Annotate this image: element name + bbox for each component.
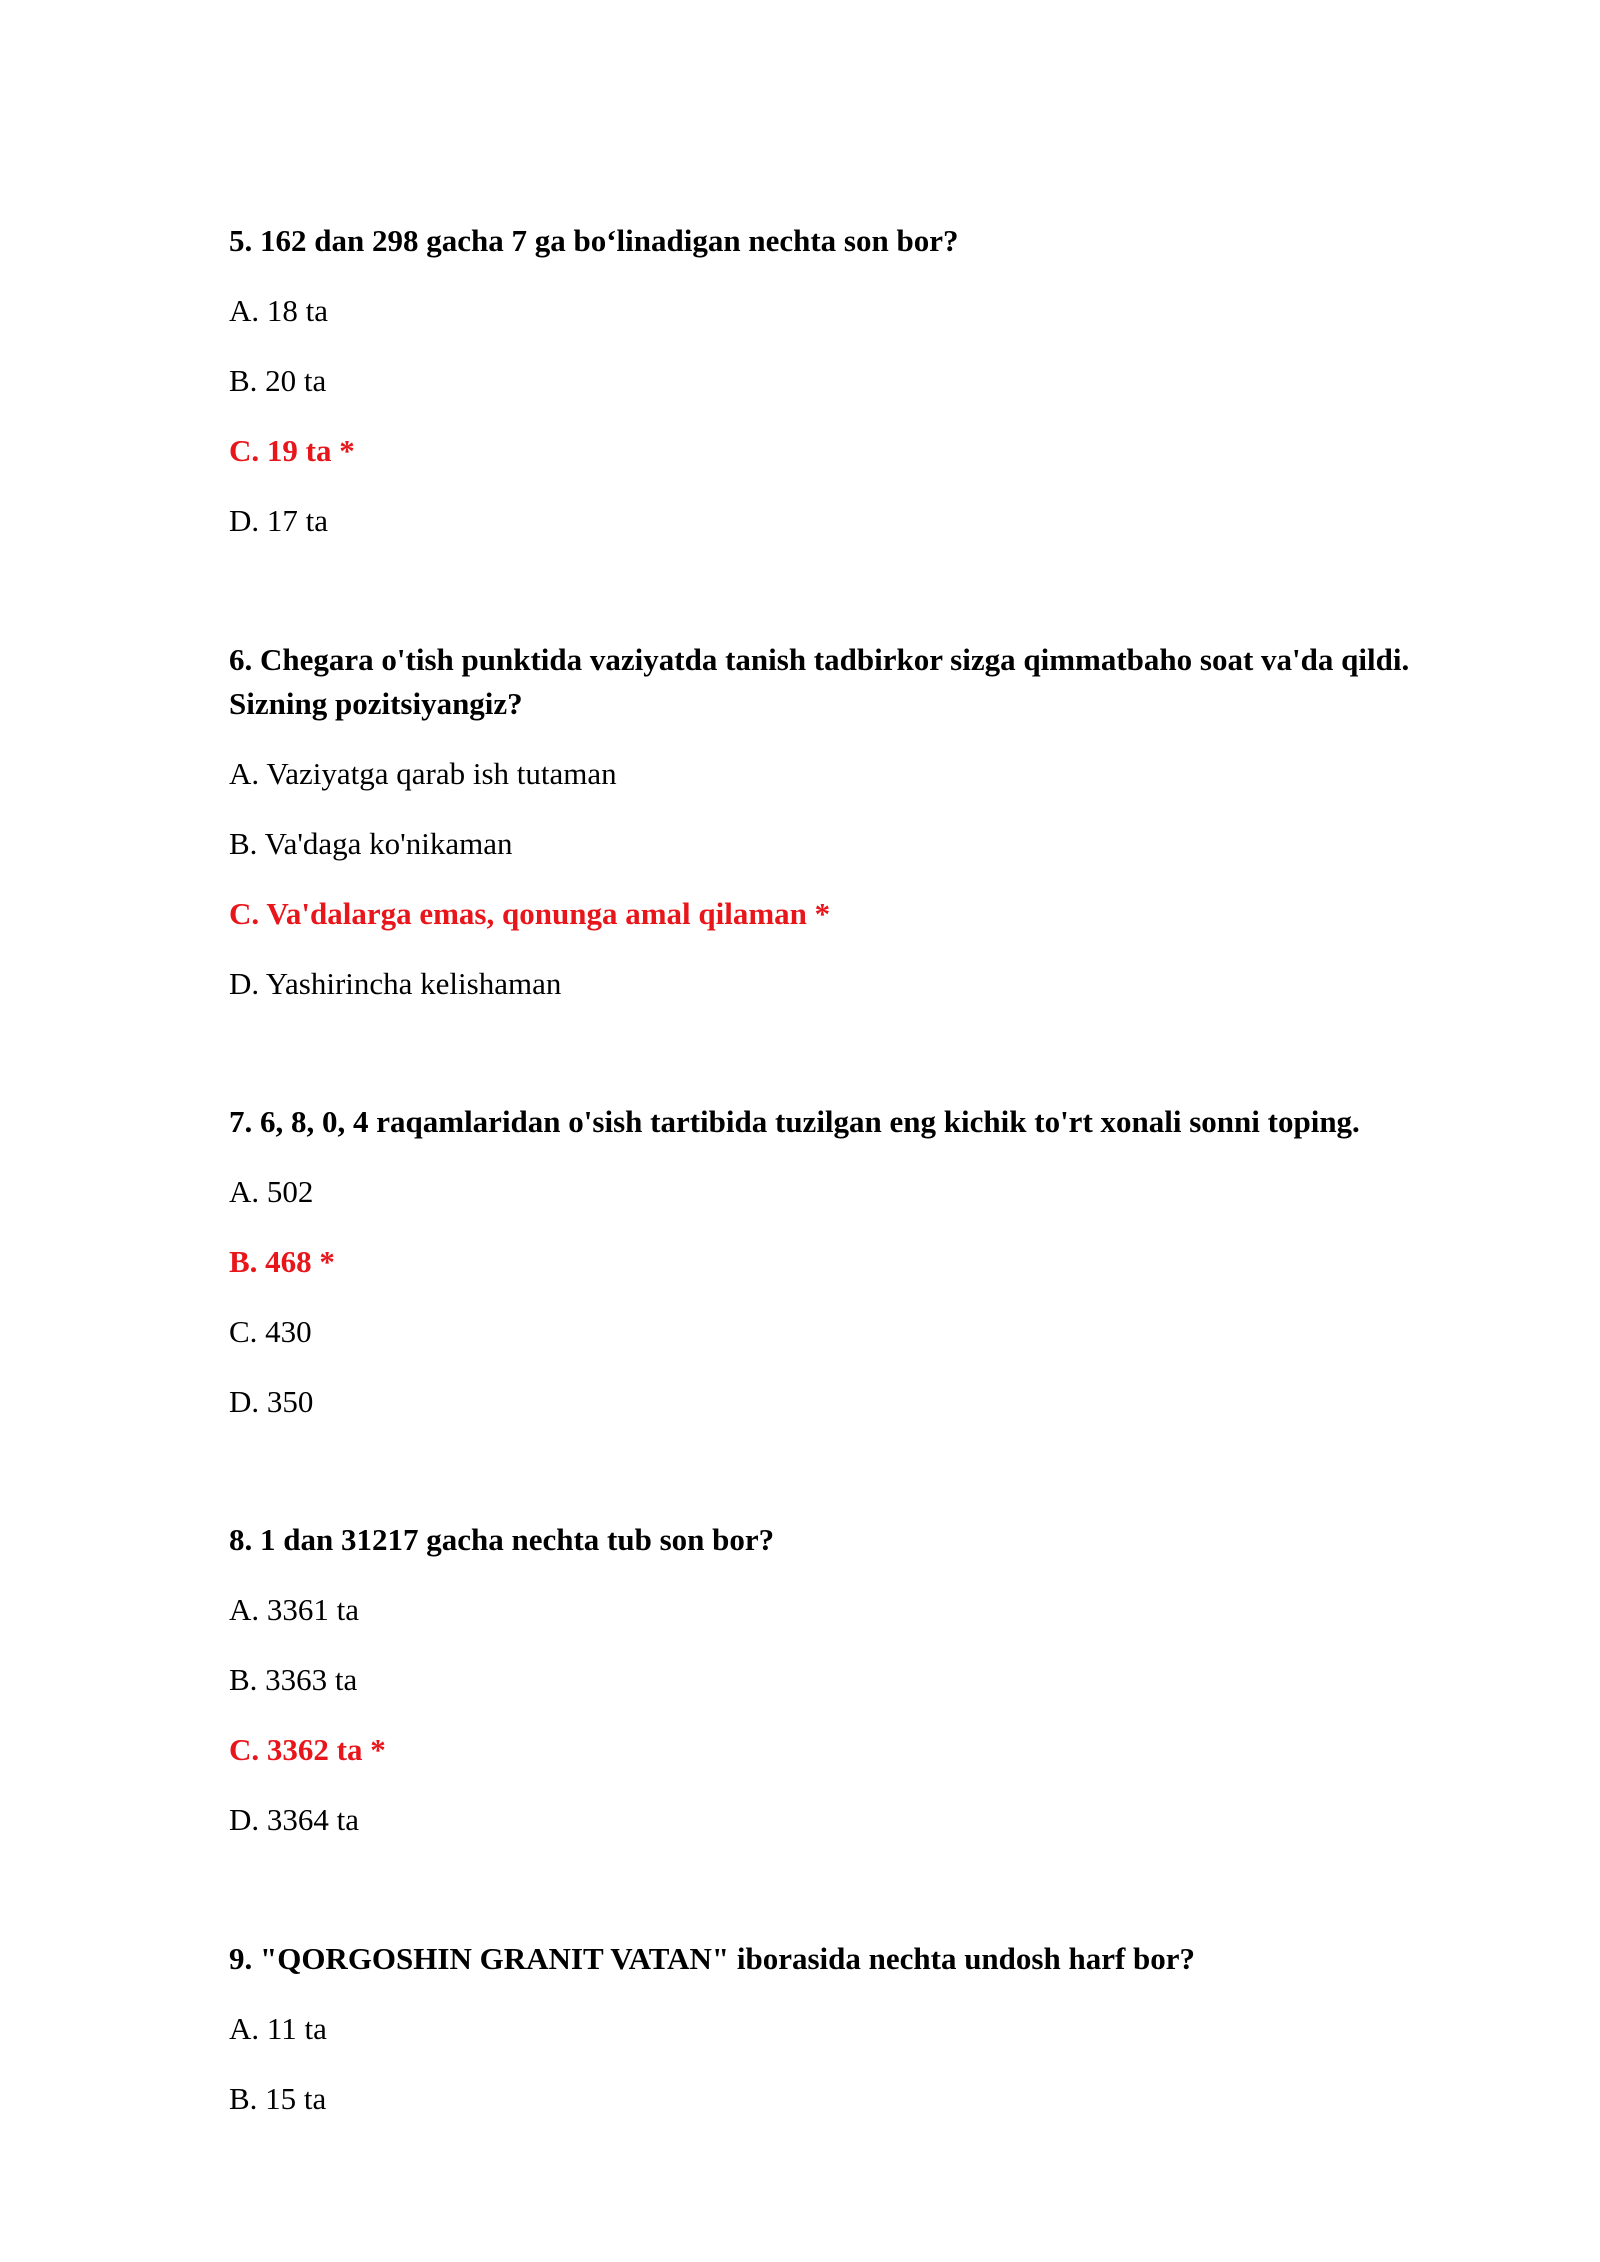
correct-answer-option-b: B. 468 * <box>229 1244 335 1279</box>
answer-option-a: A. 3361 ta <box>229 1592 360 1627</box>
answer-option-b: B. 15 ta <box>229 2081 327 2116</box>
question-7 <box>229 1100 1479 1450</box>
answer-option-a: A. 11 ta <box>229 2011 327 2046</box>
answer-option-a: A. 18 ta <box>229 293 329 328</box>
question-text: 8. 1 dan 31217 gacha nechta tub son bor? <box>229 1522 775 1557</box>
answer-option-d: D. 350 <box>229 1384 314 1419</box>
answer-option-d: D. Yashirincha kelishaman <box>229 966 562 1001</box>
answer-option-b: B. 20 ta <box>229 363 327 398</box>
correct-answer-option-c: C. 3362 ta * <box>229 1732 386 1767</box>
answer-option-a: A. 502 <box>229 1174 314 1209</box>
question-text: 7. 6, 8, 0, 4 raqamlaridan o'sish tartibida tuzilgan eng kichik to'rt xonali sonni toping. <box>229 1104 1360 1139</box>
question-6 <box>229 638 1479 1032</box>
correct-answer-option-c: C. Va'dalarga emas, qonunga amal qilaman * <box>229 896 831 931</box>
answer-option-c: C. 430 <box>229 1314 312 1349</box>
answer-option-b: B. Va'daga ko'nikaman <box>229 826 513 861</box>
correct-answer-option-c: C. 19 ta * <box>229 433 355 468</box>
question-text: 6. Chegara o'tish punktida vaziyatda tanish tadbirkor sizga qimmatbaho soat va'da qildi. Sizning pozitsiyangiz? <box>229 642 1410 721</box>
question-text: 5. 162 dan 298 gacha 7 ga bo‘linadigan nechta son bor? <box>229 223 959 258</box>
question-9 <box>229 1937 1479 2147</box>
answer-option-b: B. 3363 ta <box>229 1662 358 1697</box>
answer-option-a: A. Vaziyatga qarab ish tutaman <box>229 756 617 791</box>
answer-option-d: D. 17 ta <box>229 503 329 538</box>
question-5 <box>229 219 1479 569</box>
question-8 <box>229 1518 1479 1868</box>
question-text: 9. "QORGOSHIN GRANIT VATAN" iborasida nechta undosh harf bor? <box>229 1941 1196 1976</box>
answer-option-d: D. 3364 ta <box>229 1802 360 1837</box>
